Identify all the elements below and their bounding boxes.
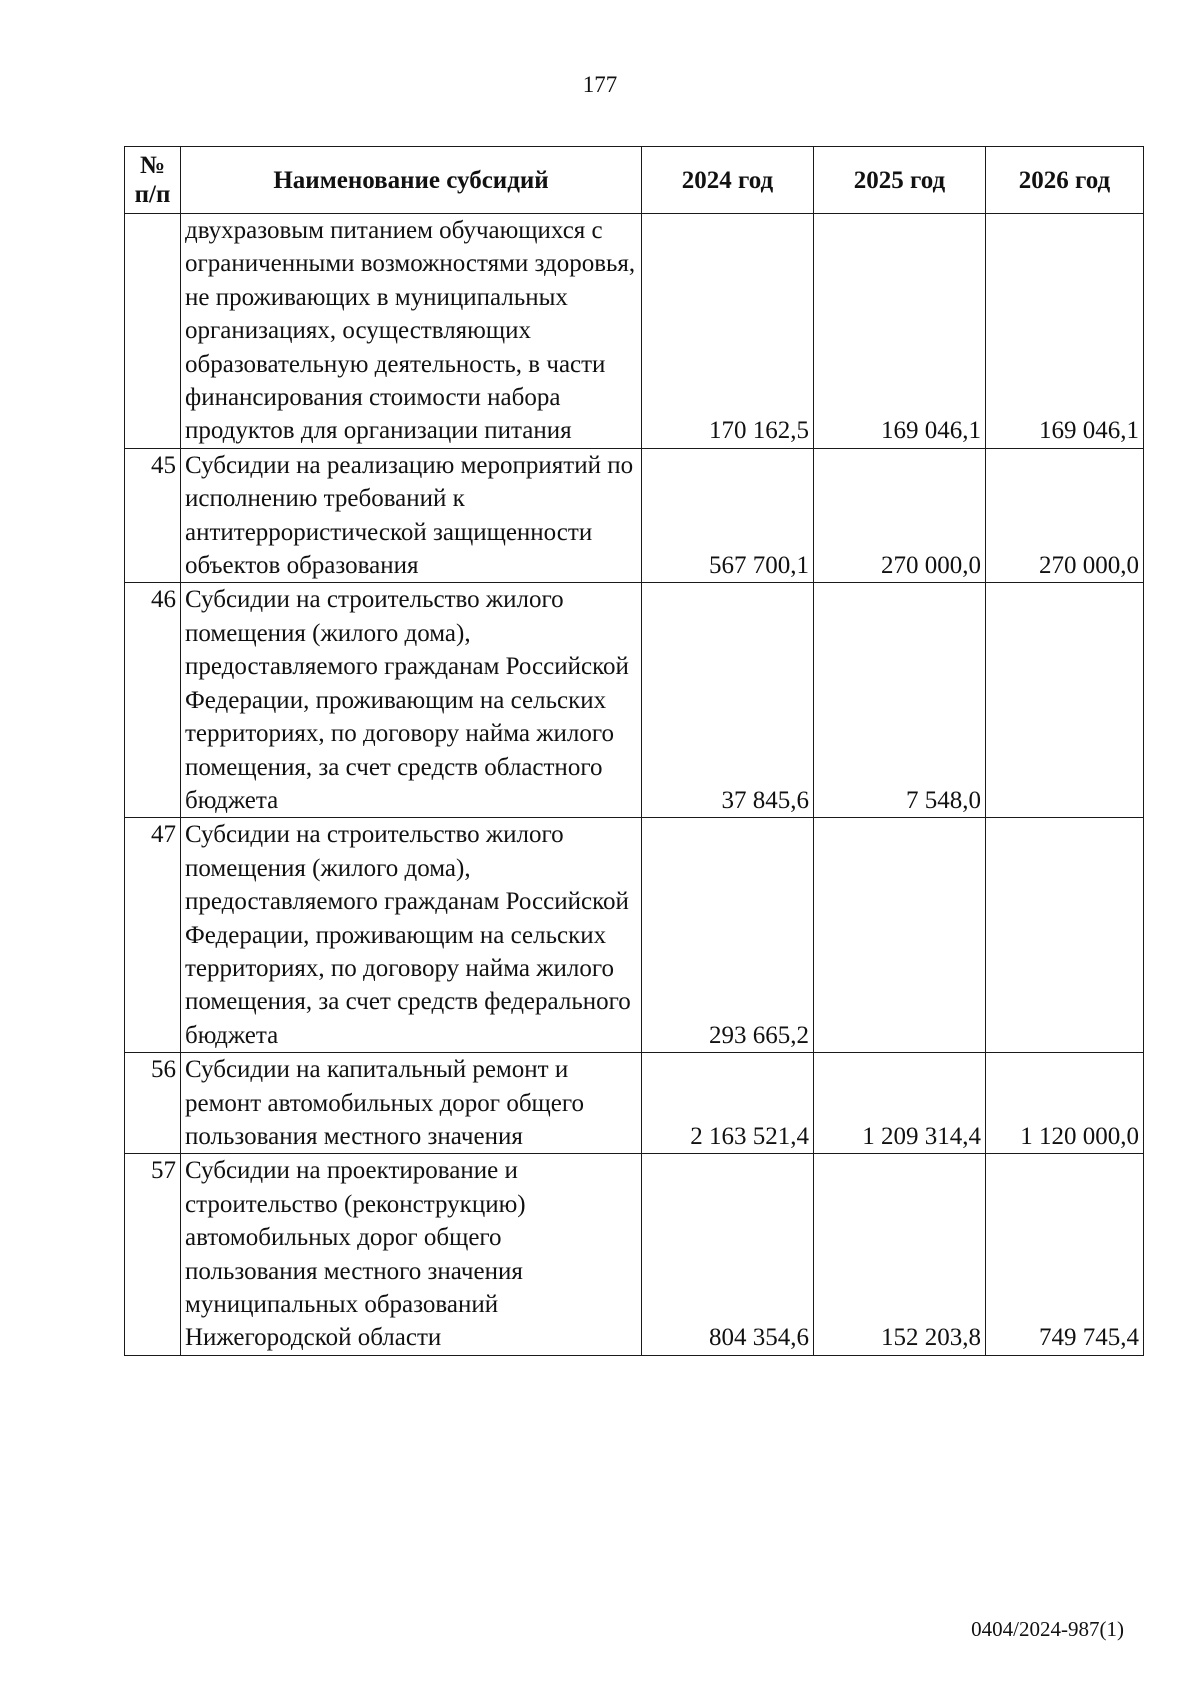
table-row — [125, 214, 1144, 449]
value-2025: 169 046,1 — [814, 214, 986, 449]
table-row — [125, 448, 1144, 583]
row-number: 56 — [125, 1053, 181, 1154]
header-2024: 2024 год — [642, 147, 814, 214]
subsidy-name: Субсидии на капитальный ремонт и ремонт автомобильных дорог общего пользования местного значения — [181, 1053, 642, 1154]
value-2025 — [814, 818, 986, 1053]
row-number: 57 — [125, 1154, 181, 1355]
header-name: Наименование субсидий — [181, 147, 642, 214]
row-number: 47 — [125, 818, 181, 1053]
row-number: 46 — [125, 583, 181, 818]
value-2026 — [986, 583, 1144, 818]
table-header-row — [125, 147, 1144, 214]
page-number: 177 — [582, 72, 618, 97]
subsidy-name: Субсидии на строительство жилого помещения (жилого дома), предоставляемого гражданам Российской Федерации, проживающим на сельских территориях, по договору найма жилого помещения, за счет средств областного бюджета — [181, 583, 642, 818]
value-2025: 7 548,0 — [814, 583, 986, 818]
subsidy-name: Субсидии на проектирование и строительство (реконструкцию) автомобильных дорог общего пользования местного значения муниципальных образований Нижегородской области — [181, 1154, 642, 1355]
subsidy-name: двухразовым питанием обучающихся с ограниченными возможностями здоровья, не проживающих в муниципальных организациях, осуществляющих образовательную деятельность, в части финансирования стоимости набора продуктов для организации питания — [181, 214, 642, 449]
value-2026: 169 046,1 — [986, 214, 1144, 449]
table-row — [125, 583, 1144, 818]
row-number: 45 — [125, 448, 181, 583]
value-2024: 37 845,6 — [642, 583, 814, 818]
value-2026: 1 120 000,0 — [986, 1053, 1144, 1154]
header-num: № п/п — [125, 147, 181, 214]
value-2025: 270 000,0 — [814, 448, 986, 583]
row-number — [125, 214, 181, 449]
value-2025: 152 203,8 — [814, 1154, 986, 1355]
value-2024: 2 163 521,4 — [642, 1053, 814, 1154]
value-2024: 170 162,5 — [642, 214, 814, 449]
value-2025: 1 209 314,4 — [814, 1053, 986, 1154]
value-2024: 804 354,6 — [642, 1154, 814, 1355]
header-2026: 2026 год — [986, 147, 1144, 214]
value-2026 — [986, 818, 1144, 1053]
table-row — [125, 818, 1144, 1053]
document-code: 0404/2024-987(1) — [971, 1617, 1124, 1641]
header-2025: 2025 год — [814, 147, 986, 214]
value-2026: 749 745,4 — [986, 1154, 1144, 1355]
table-row — [125, 1154, 1144, 1355]
table-row — [125, 1053, 1144, 1154]
subsidy-name: Субсидии на реализацию мероприятий по исполнению требований к антитеррористической защищенности объектов образования — [181, 448, 642, 583]
subsidy-name: Субсидии на строительство жилого помещения (жилого дома), предоставляемого гражданам Российской Федерации, проживающим на сельских территориях, по договору найма жилого помещения, за счет средств федерального бюджета — [181, 818, 642, 1053]
value-2024: 567 700,1 — [642, 448, 814, 583]
subsidies-table — [124, 146, 1144, 1356]
value-2026: 270 000,0 — [986, 448, 1144, 583]
value-2024: 293 665,2 — [642, 818, 814, 1053]
